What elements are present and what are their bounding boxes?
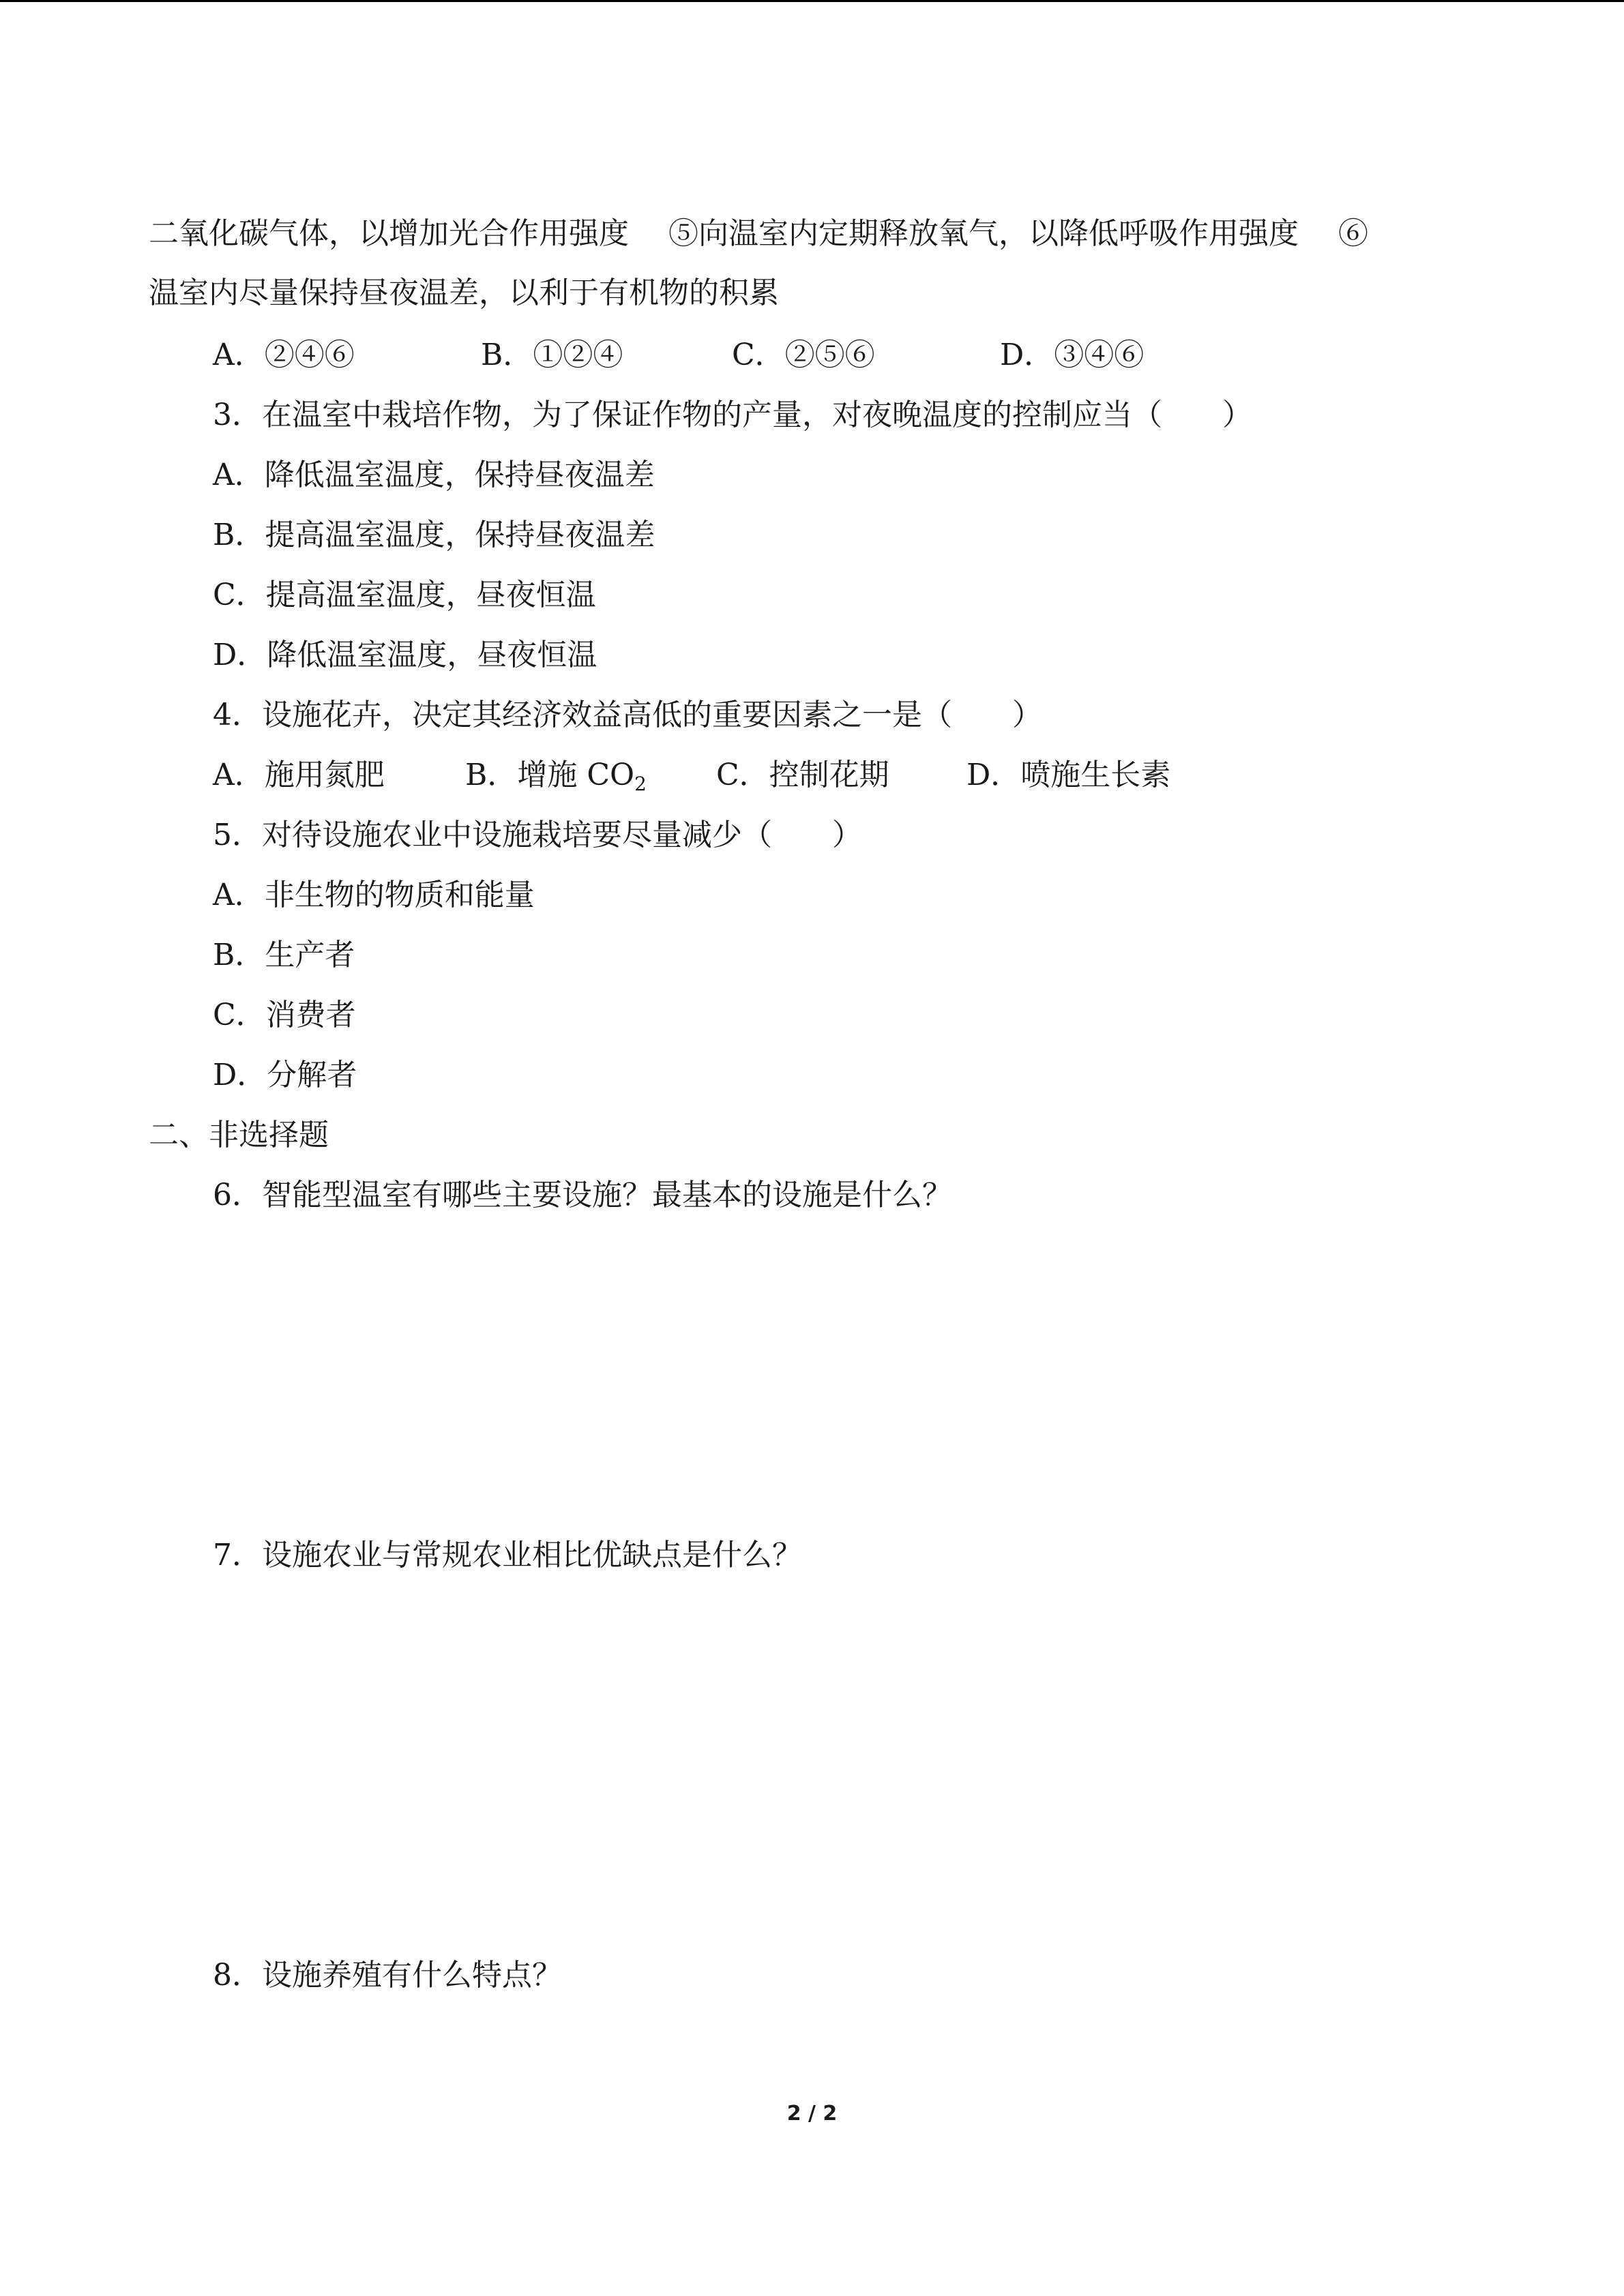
q4-option-b-text: B．增施 CO xyxy=(465,758,635,792)
question-continuation-line-1: 二氧化碳气体，以增加光合作用强度 ⑤向温室内定期释放氧气，以降低呼吸作用强度 ⑥ xyxy=(149,216,1368,251)
q3-option-c: C．提高温室温度，昼夜恒温 xyxy=(213,578,596,612)
q2-option-b: B．①②④ xyxy=(481,338,623,372)
q4-option-d: D．喷施生长素 xyxy=(966,758,1171,792)
page-number: 2 / 2 xyxy=(786,2102,838,2126)
q5-option-c: C．消费者 xyxy=(213,998,356,1032)
q5-option-b: B．生产者 xyxy=(213,938,355,972)
q4-option-c: C．控制花期 xyxy=(716,758,889,792)
question-continuation-line-2: 温室内尽量保持昼夜温差，以利于有机物的积累 xyxy=(149,275,779,310)
q2-option-c: C．②⑤⑥ xyxy=(732,338,875,372)
q2-option-d: D．③④⑥ xyxy=(1000,338,1145,372)
q4-option-b xyxy=(465,755,647,796)
q4-option-b-subscript: 2 xyxy=(634,773,647,795)
q3-stem: 3．在温室中栽培作物，为了保证作物的产量，对夜晚温度的控制应当（ ） xyxy=(213,398,1252,432)
q3-option-d: D．降低温室温度，昼夜恒温 xyxy=(213,638,597,672)
page-top-border xyxy=(0,0,1624,2)
q2-option-a: A．②④⑥ xyxy=(213,338,355,372)
section-title-non-choice: 二、非选择题 xyxy=(149,1118,329,1152)
q8-stem: 8．设施养殖有什么特点？ xyxy=(213,1958,562,1993)
q3-option-b: B．提高温室温度，保持昼夜温差 xyxy=(213,518,655,552)
q5-option-d: D．分解者 xyxy=(213,1058,357,1092)
q5-stem: 5．对待设施农业中设施栽培要尽量减少（ ） xyxy=(213,818,862,852)
q4-option-a: A．施用氮肥 xyxy=(213,758,385,792)
q6-stem: 6．智能型温室有哪些主要设施？最基本的设施是什么？ xyxy=(213,1178,952,1212)
q7-stem: 7．设施农业与常规农业相比优缺点是什么？ xyxy=(213,1538,802,1572)
q3-option-a: A．降低温室温度，保持昼夜温差 xyxy=(213,458,655,492)
q4-stem: 4．设施花卉，决定其经济效益高低的重要因素之一是（ ） xyxy=(213,698,1042,732)
q5-option-a: A．非生物的物质和能量 xyxy=(213,878,535,912)
